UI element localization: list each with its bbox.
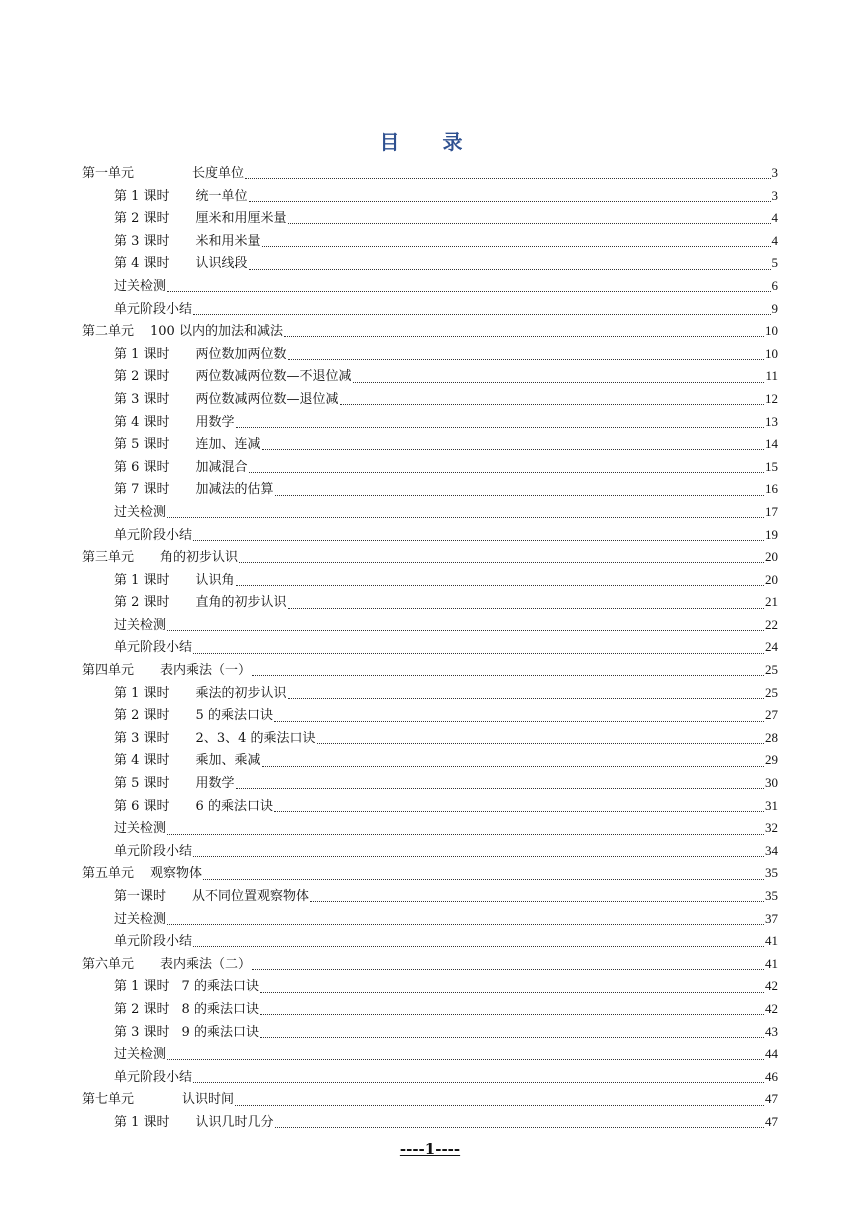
toc-entry-page: 6: [771, 277, 778, 293]
toc-entry-title: 乘加、乘减: [195, 753, 261, 769]
dot-leader: [288, 607, 764, 609]
toc-lesson-entry[interactable]: [82, 704, 778, 727]
toc-entry-title: 观察物体: [150, 866, 203, 882]
toc-lesson-entry[interactable]: [82, 185, 778, 208]
toc-entry-label: [82, 863, 202, 886]
toc-entry-number: 单元阶段小结: [114, 640, 193, 656]
dot-leader: [167, 923, 764, 925]
toc-entry-number: 第 2 课时: [114, 708, 170, 724]
toc-entry-number: 单元阶段小结: [114, 843, 193, 859]
dot-leader: [245, 177, 770, 179]
toc-entry-label: [114, 728, 316, 751]
toc-lesson-entry[interactable]: [82, 298, 778, 321]
toc-entry-number: 第 5 课时: [114, 776, 170, 792]
toc-lesson-entry[interactable]: [82, 388, 778, 411]
dot-leader: [236, 426, 764, 428]
dot-leader: [239, 561, 764, 563]
toc-lesson-entry[interactable]: [82, 343, 778, 366]
toc-entry-number: 第 4 课时: [114, 256, 170, 272]
toc-entry-page: 35: [765, 865, 778, 881]
toc-entry-title: 8 的乘法口诀: [181, 1001, 259, 1017]
toc-entry-title: 角的初步认识: [160, 550, 239, 566]
toc-entry-label: [82, 547, 238, 570]
toc-lesson-entry[interactable]: [82, 501, 778, 524]
toc-entry-title: 6 的乘法口诀: [195, 798, 273, 814]
dot-leader: [249, 471, 764, 473]
toc-entry-page: 24: [765, 639, 778, 655]
toc-entry-page: 41: [765, 955, 778, 971]
dot-leader: [260, 991, 764, 993]
dot-leader: [252, 968, 764, 970]
toc-title: 目 录: [379, 130, 481, 154]
toc-entry-page: 43: [765, 1023, 778, 1039]
toc-entry-number: 第 1 课时: [114, 346, 170, 362]
toc-entry-label: [114, 841, 192, 864]
toc-entry-label: [114, 796, 273, 819]
toc-unit-entry[interactable]: [82, 320, 778, 343]
dot-leader: [310, 900, 764, 902]
toc-entry-number: 第五单元: [82, 866, 135, 882]
dot-leader: [193, 539, 764, 541]
dot-leader: [317, 742, 765, 744]
dot-leader: [353, 381, 765, 383]
toc-lesson-entry[interactable]: [82, 998, 778, 1021]
toc-entry-page: 3: [771, 165, 778, 180]
toc-entry-label: [114, 434, 261, 457]
page-number: ----1----: [399, 1140, 461, 1158]
toc-entry-title: 认识角: [195, 572, 235, 588]
table-of-contents: [82, 162, 778, 1134]
toc-entry-title: 长度单位: [192, 166, 245, 181]
toc-entry-page: 12: [765, 390, 778, 406]
toc-entry-label: [114, 208, 287, 231]
toc-entry-title: 认识几时几分: [195, 1114, 274, 1130]
toc-entry-title: 认识线段: [195, 256, 248, 272]
toc-entry-label: [114, 999, 259, 1022]
toc-entry-page: 14: [765, 436, 778, 452]
toc-entry-number: 第四单元: [82, 663, 135, 679]
toc-entry-label: [114, 976, 259, 999]
toc-entry-label: [114, 344, 287, 367]
toc-entry-page: 17: [765, 503, 778, 519]
toc-entry-number: 第 1 课时: [114, 572, 170, 588]
toc-entry-page: 20: [765, 549, 778, 565]
toc-unit-entry[interactable]: [82, 862, 778, 885]
dot-leader: [249, 200, 771, 202]
toc-unit-entry[interactable]: [82, 162, 778, 185]
toc-entry-label: [114, 366, 352, 389]
toc-entry-number: 第 1 课时: [114, 685, 170, 701]
toc-lesson-entry[interactable]: [82, 885, 778, 908]
toc-entry-label: [114, 389, 339, 412]
toc-entry-number: 过关检测: [114, 1047, 167, 1063]
toc-entry-label: [114, 750, 261, 773]
toc-entry-number: 第七单元: [82, 1092, 135, 1108]
toc-entry-number: 单元阶段小结: [114, 934, 193, 950]
toc-lesson-entry[interactable]: [82, 524, 778, 547]
toc-entry-label: [114, 276, 166, 299]
toc-entry-title: 乘法的初步认识: [195, 685, 287, 701]
toc-entry-page: 25: [765, 662, 778, 678]
toc-entry-label: [114, 457, 248, 480]
toc-entry-page: 44: [765, 1046, 778, 1062]
toc-entry-label: [114, 773, 235, 796]
toc-entry-page: 29: [765, 752, 778, 768]
toc-entry-label: [114, 525, 192, 548]
toc-entry-title: 两位数减两位数—退位减: [195, 391, 339, 407]
toc-entry-number: 过关检测: [114, 911, 167, 927]
toc-entry-number: 单元阶段小结: [114, 301, 193, 317]
toc-entry-page: 42: [765, 978, 778, 994]
toc-entry-page: 31: [765, 797, 778, 813]
toc-lesson-entry[interactable]: [82, 230, 778, 253]
toc-entry-label: [114, 412, 235, 435]
toc-entry-label: [82, 321, 283, 344]
toc-lesson-entry[interactable]: [82, 795, 778, 818]
toc-lesson-entry[interactable]: [82, 1066, 778, 1089]
toc-entry-title: 加减混合: [195, 459, 248, 475]
toc-entry-label: [114, 683, 287, 706]
toc-unit-entry[interactable]: [82, 546, 778, 569]
toc-entry-page: 3: [771, 187, 778, 203]
toc-entry-title: 9 的乘法口诀: [181, 1024, 259, 1040]
toc-entry-title: 直角的初步认识: [195, 595, 287, 611]
toc-entry-label: [114, 1112, 274, 1135]
dot-leader: [275, 1126, 764, 1128]
dot-leader: [260, 1036, 764, 1038]
toc-entry-page: 13: [765, 413, 778, 429]
toc-lesson-entry[interactable]: [82, 591, 778, 614]
toc-entry-page: 15: [765, 458, 778, 474]
dot-leader: [236, 584, 764, 586]
dot-leader: [167, 1058, 764, 1060]
toc-lesson-entry[interactable]: [82, 411, 778, 434]
dot-leader: [262, 245, 771, 247]
dot-leader: [262, 765, 764, 767]
toc-lesson-entry[interactable]: [82, 908, 778, 931]
toc-entry-number: 第二单元: [82, 324, 135, 340]
toc-entry-number: 第 1 课时: [114, 1114, 170, 1130]
dot-leader: [236, 787, 764, 789]
toc-entry-title: 2、3、4 的乘法口诀: [195, 730, 316, 746]
toc-entry-page: 10: [765, 323, 778, 339]
dot-leader: [193, 945, 764, 947]
toc-entry-number: 第 2 课时: [114, 1001, 170, 1017]
toc-entry-label: [114, 502, 166, 525]
toc-entry-page: 16: [765, 481, 778, 497]
dot-leader: [284, 335, 764, 337]
toc-lesson-entry[interactable]: [82, 1043, 778, 1066]
toc-entry-number: 第 3 课时: [114, 391, 170, 407]
dot-leader: [167, 833, 764, 835]
toc-lesson-entry[interactable]: [82, 569, 778, 592]
toc-unit-entry[interactable]: [82, 1088, 778, 1111]
toc-entry-title: 100 以内的加法和减法: [150, 324, 283, 340]
toc-entry-page: 47: [765, 1091, 778, 1107]
toc-lesson-entry[interactable]: [82, 682, 778, 705]
toc-entry-number: 第 5 课时: [114, 437, 170, 453]
toc-entry-number: 第 4 课时: [114, 414, 170, 430]
toc-entry-number: 过关检测: [114, 617, 167, 633]
toc-lesson-entry[interactable]: [82, 478, 778, 501]
toc-entry-label: [114, 1022, 259, 1045]
toc-entry-title: 用数学: [195, 776, 235, 792]
toc-entry-label: [114, 637, 192, 660]
toc-entry-number: 第 4 课时: [114, 753, 170, 769]
toc-entry-page: 28: [765, 729, 778, 745]
toc-entry-number: 过关检测: [114, 504, 167, 520]
toc-entry-page: 20: [765, 571, 778, 587]
toc-entry-number: 单元阶段小结: [114, 527, 193, 543]
toc-entry-page: 9: [771, 300, 778, 316]
toc-entry-page: 21: [765, 594, 778, 610]
toc-entry-page: 25: [765, 684, 778, 700]
toc-entry-page: 22: [765, 616, 778, 632]
toc-entry-page: 35: [765, 888, 778, 903]
toc-lesson-entry[interactable]: [82, 817, 778, 840]
toc-entry-number: 第 6 课时: [114, 798, 170, 814]
dot-leader: [288, 358, 764, 360]
toc-entry-label: [82, 660, 251, 683]
toc-lesson-entry[interactable]: [82, 636, 778, 659]
toc-entry-number: 第 2 课时: [114, 211, 170, 227]
dot-leader: [167, 516, 764, 518]
toc-lesson-entry[interactable]: [82, 207, 778, 230]
dot-leader: [167, 629, 764, 631]
toc-entry-title: 厘米和用厘米量: [195, 211, 287, 227]
dot-leader: [275, 494, 764, 496]
toc-entry-number: 第 3 课时: [114, 1024, 170, 1040]
toc-entry-label: [114, 615, 166, 638]
toc-entry-label: [82, 954, 251, 977]
toc-entry-number: 第 3 课时: [114, 730, 170, 746]
toc-entry-title: 7 的乘法口诀: [181, 979, 259, 995]
toc-entry-page: 46: [765, 1068, 778, 1084]
toc-entry-label: [114, 909, 166, 932]
toc-entry-page: 4: [771, 210, 778, 226]
toc-entry-number: 第 1 课时: [114, 188, 170, 204]
dot-leader: [274, 810, 764, 812]
toc-entry-page: 11: [765, 368, 778, 384]
toc-entry-page: 42: [765, 1000, 778, 1016]
toc-unit-entry[interactable]: [82, 953, 778, 976]
toc-entry-number: 第 1 课时: [114, 979, 170, 995]
toc-entry-number: 第一单元: [82, 166, 135, 181]
toc-entry-title: 两位数减两位数—不退位减: [195, 369, 352, 385]
toc-entry-label: [114, 705, 273, 728]
toc-entry-label: [114, 299, 192, 322]
dot-leader: [193, 652, 764, 654]
toc-entry-title: 统一单位: [195, 188, 248, 204]
toc-entry-title: 表内乘法（一）: [160, 663, 252, 679]
toc-entry-number: 单元阶段小结: [114, 1069, 193, 1085]
dot-leader: [203, 878, 764, 880]
toc-entry-page: 41: [765, 933, 778, 949]
toc-entry-page: 5: [771, 255, 778, 271]
toc-entry-page: 4: [771, 232, 778, 248]
dot-leader: [167, 290, 770, 292]
dot-leader: [340, 403, 764, 405]
toc-lesson-entry[interactable]: [82, 1111, 778, 1134]
toc-entry-label: [114, 931, 192, 954]
toc-entry-title: 连加、连减: [195, 437, 261, 453]
toc-lesson-entry[interactable]: [82, 840, 778, 863]
toc-lesson-entry[interactable]: [82, 614, 778, 637]
toc-entry-label: [114, 253, 248, 276]
toc-entry-number: 过关检测: [114, 278, 167, 294]
toc-entry-title: 表内乘法（二）: [160, 956, 252, 972]
toc-unit-entry[interactable]: [82, 659, 778, 682]
toc-entry-title: 5 的乘法口诀: [195, 708, 273, 724]
toc-entry-number: 第一课时: [114, 889, 167, 904]
toc-entry-page: 10: [765, 345, 778, 361]
toc-entry-title: 两位数加两位数: [195, 346, 287, 362]
dot-leader: [252, 674, 764, 676]
toc-entry-label: [114, 592, 287, 615]
toc-lesson-entry[interactable]: [82, 975, 778, 998]
toc-entry-number: 第 6 课时: [114, 459, 170, 475]
dot-leader: [235, 1104, 764, 1106]
toc-lesson-entry[interactable]: [82, 727, 778, 750]
toc-entry-page: 19: [765, 526, 778, 542]
dot-leader: [193, 313, 770, 315]
toc-lesson-entry[interactable]: [82, 275, 778, 298]
toc-entry-label: [114, 186, 248, 209]
toc-entry-label: [114, 1067, 192, 1090]
toc-entry-page: 47: [765, 1113, 778, 1129]
toc-entry-number: 第 7 课时: [114, 482, 170, 498]
dot-leader: [193, 855, 764, 857]
toc-lesson-entry[interactable]: [82, 930, 778, 953]
toc-entry-number: 过关检测: [114, 821, 167, 837]
toc-entry-label: [114, 479, 274, 502]
toc-entry-title: 米和用米量: [195, 233, 261, 249]
toc-lesson-entry[interactable]: [82, 252, 778, 275]
toc-entry-number: 第 2 课时: [114, 369, 170, 385]
toc-lesson-entry[interactable]: [82, 456, 778, 479]
toc-entry-label: [82, 163, 244, 186]
toc-entry-title: 认识时间: [182, 1092, 235, 1108]
toc-entry-label: [114, 570, 235, 593]
toc-entry-page: 32: [765, 820, 778, 836]
toc-entry-title: 加减法的估算: [195, 482, 274, 498]
toc-entry-page: 37: [765, 910, 778, 926]
dot-leader: [260, 1013, 764, 1015]
toc-entry-page: 34: [765, 842, 778, 858]
toc-lesson-entry[interactable]: [82, 1021, 778, 1044]
dot-leader: [288, 697, 764, 699]
dot-leader: [288, 222, 771, 224]
toc-entry-label: [114, 1044, 166, 1067]
toc-entry-page: 27: [765, 707, 778, 723]
toc-lesson-entry[interactable]: [82, 365, 778, 388]
toc-lesson-entry[interactable]: [82, 433, 778, 456]
dot-leader: [274, 720, 764, 722]
dot-leader: [262, 448, 764, 450]
toc-lesson-entry[interactable]: [82, 749, 778, 772]
toc-entry-number: 第六单元: [82, 956, 135, 972]
toc-entry-title: 从不同位置观察物体: [192, 889, 310, 904]
toc-lesson-entry[interactable]: [82, 772, 778, 795]
toc-entry-label: [114, 818, 166, 841]
toc-entry-title: 用数学: [195, 414, 235, 430]
toc-entry-number: 第 2 课时: [114, 595, 170, 611]
toc-entry-label: [114, 231, 261, 254]
dot-leader: [193, 1081, 764, 1083]
toc-entry-number: 第 3 课时: [114, 233, 170, 249]
toc-entry-label: [114, 886, 309, 909]
toc-entry-page: 30: [765, 775, 778, 791]
toc-entry-label: [82, 1089, 234, 1112]
dot-leader: [249, 268, 771, 270]
toc-entry-number: 第三单元: [82, 550, 135, 566]
